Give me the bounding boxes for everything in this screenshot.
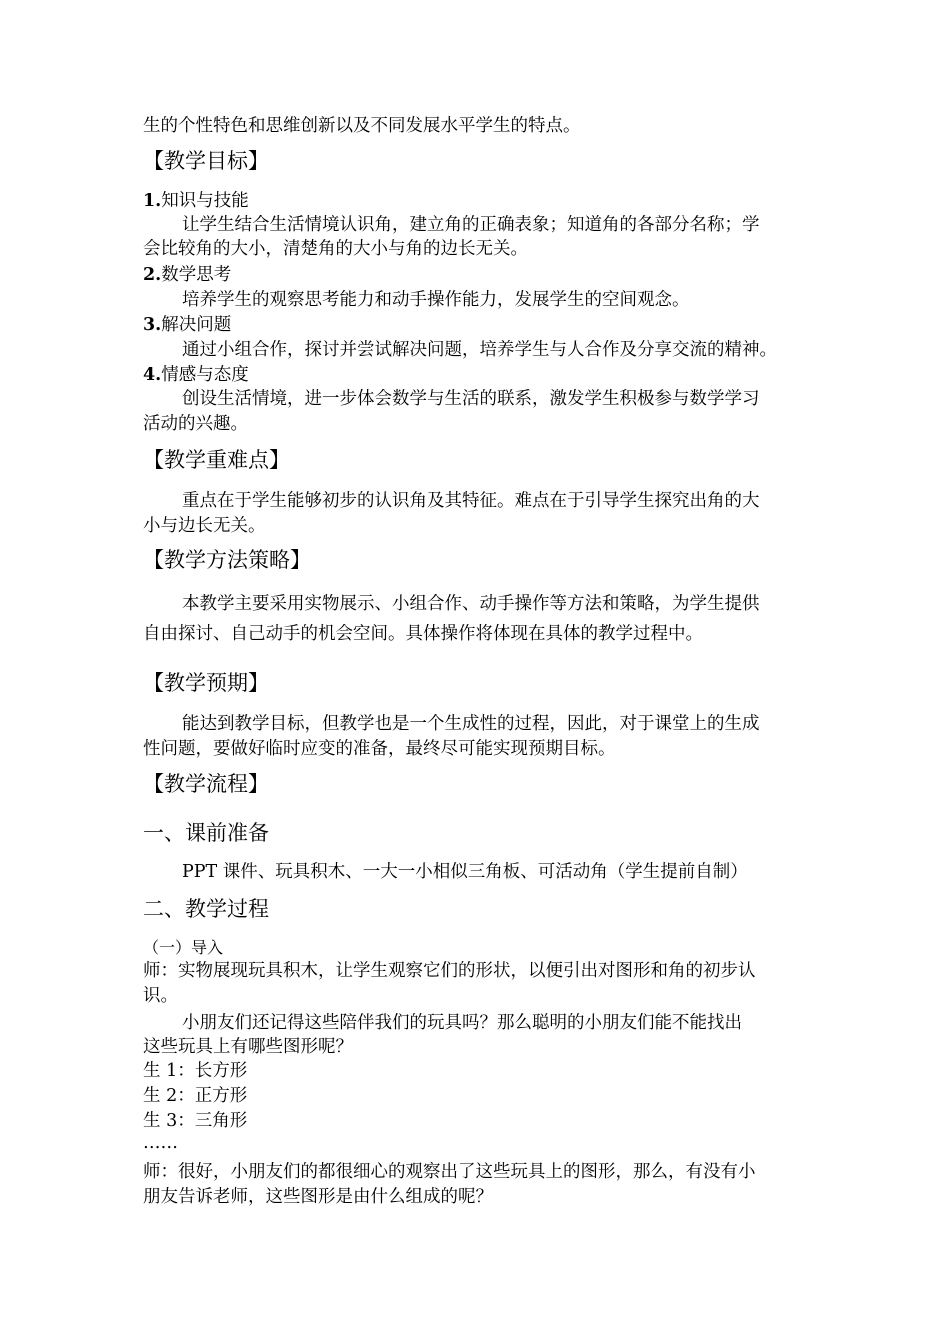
paragraph-line: 性问题，要做好临时应变的准备，最终尽可能实现预期目标。 [143,739,616,759]
paragraph-line: 创设生活情境，进一步体会数学与生活的联系，激发学生积极参与数学学习 [182,389,760,409]
goal-2-title [143,264,231,286]
paragraph-line: 识。 [143,986,178,1006]
subsection-heading-prep: 一、课前准备 [143,821,269,845]
goal-title: 知识与技能 [161,191,249,211]
goal-4-title [143,364,249,386]
paragraph-line: 会比较角的大小，清楚角的大小与角的边长无关。 [143,239,528,259]
goal-number: 4. [143,365,162,385]
student-answer: 生 2：正方形 [143,1086,248,1106]
paragraph-line: 培养学生的观察思考能力和动手操作能力，发展学生的空间观念。 [182,290,690,310]
section-heading-expectation: 【教学预期】 [143,671,269,695]
subsection-heading-process: 二、教学过程 [143,897,269,921]
paragraph-line: 师：很好，小朋友们的都很细心的观察出了这些玩具上的图形，那么，有没有小 [143,1162,756,1182]
student-answer: 生 1：长方形 [143,1061,248,1081]
section-heading-flow: 【教学流程】 [143,772,269,796]
goal-title: 情感与态度 [161,365,249,385]
paragraph-line: 通过小组合作，探讨并尝试解决问题，培养学生与人合作及分享交流的精神。 [182,340,777,360]
subsection-label-intro: （一）导入 [143,938,224,957]
goal-3-title [143,314,231,336]
paragraph-line: 活动的兴趣。 [143,414,248,434]
goal-number: 2. [143,265,162,285]
paragraph-line: 师：实物展现玩具积木，让学生观察它们的形状，以便引出对图形和角的初步认 [143,961,756,981]
paragraph-line: 这些玩具上有哪些图形呢？ [143,1037,353,1057]
paragraph-line: 重点在于学生能够初步的认识角及其特征。难点在于引导学生探究出角的大 [182,491,760,511]
section-heading-goals: 【教学目标】 [143,149,269,173]
paragraph-line: 小朋友们还记得这些陪伴我们的玩具吗？那么聪明的小朋友们能不能找出 [182,1013,742,1033]
paragraph-line: 让学生结合生活情境认识角，建立角的正确表象；知道角的各部分名称；学 [182,215,760,235]
ellipsis: …… [143,1133,178,1153]
goal-title: 解决问题 [161,315,232,335]
section-heading-methods: 【教学方法策略】 [143,548,311,572]
goal-number: 1. [143,191,162,211]
paragraph-line: 自由探讨、自己动手的机会空间。具体操作将体现在具体的教学过程中。 [143,624,703,644]
paragraph-line: 本教学主要采用实物展示、小组合作、动手操作等方法和策略，为学生提供 [182,594,760,614]
goal-title: 数学思考 [161,265,232,285]
paragraph-line: 生的个性特色和思维创新以及不同发展水平学生的特点。 [143,116,581,136]
section-heading-key-points: 【教学重难点】 [143,448,290,472]
paragraph-line: 小与边长无关。 [143,516,266,536]
paragraph-line: 朋友告诉老师，这些图形是由什么组成的呢？ [143,1187,493,1207]
paragraph-line: 能达到教学目标，但教学也是一个生成性的过程，因此，对于课堂上的生成 [182,714,760,734]
paragraph-line: PPT 课件、玩具积木、一大一小相似三角板、可活动角（学生提前自制） [182,862,748,882]
goal-1-title [143,190,249,212]
goal-number: 3. [143,315,162,335]
student-answer: 生 3：三角形 [143,1111,248,1131]
